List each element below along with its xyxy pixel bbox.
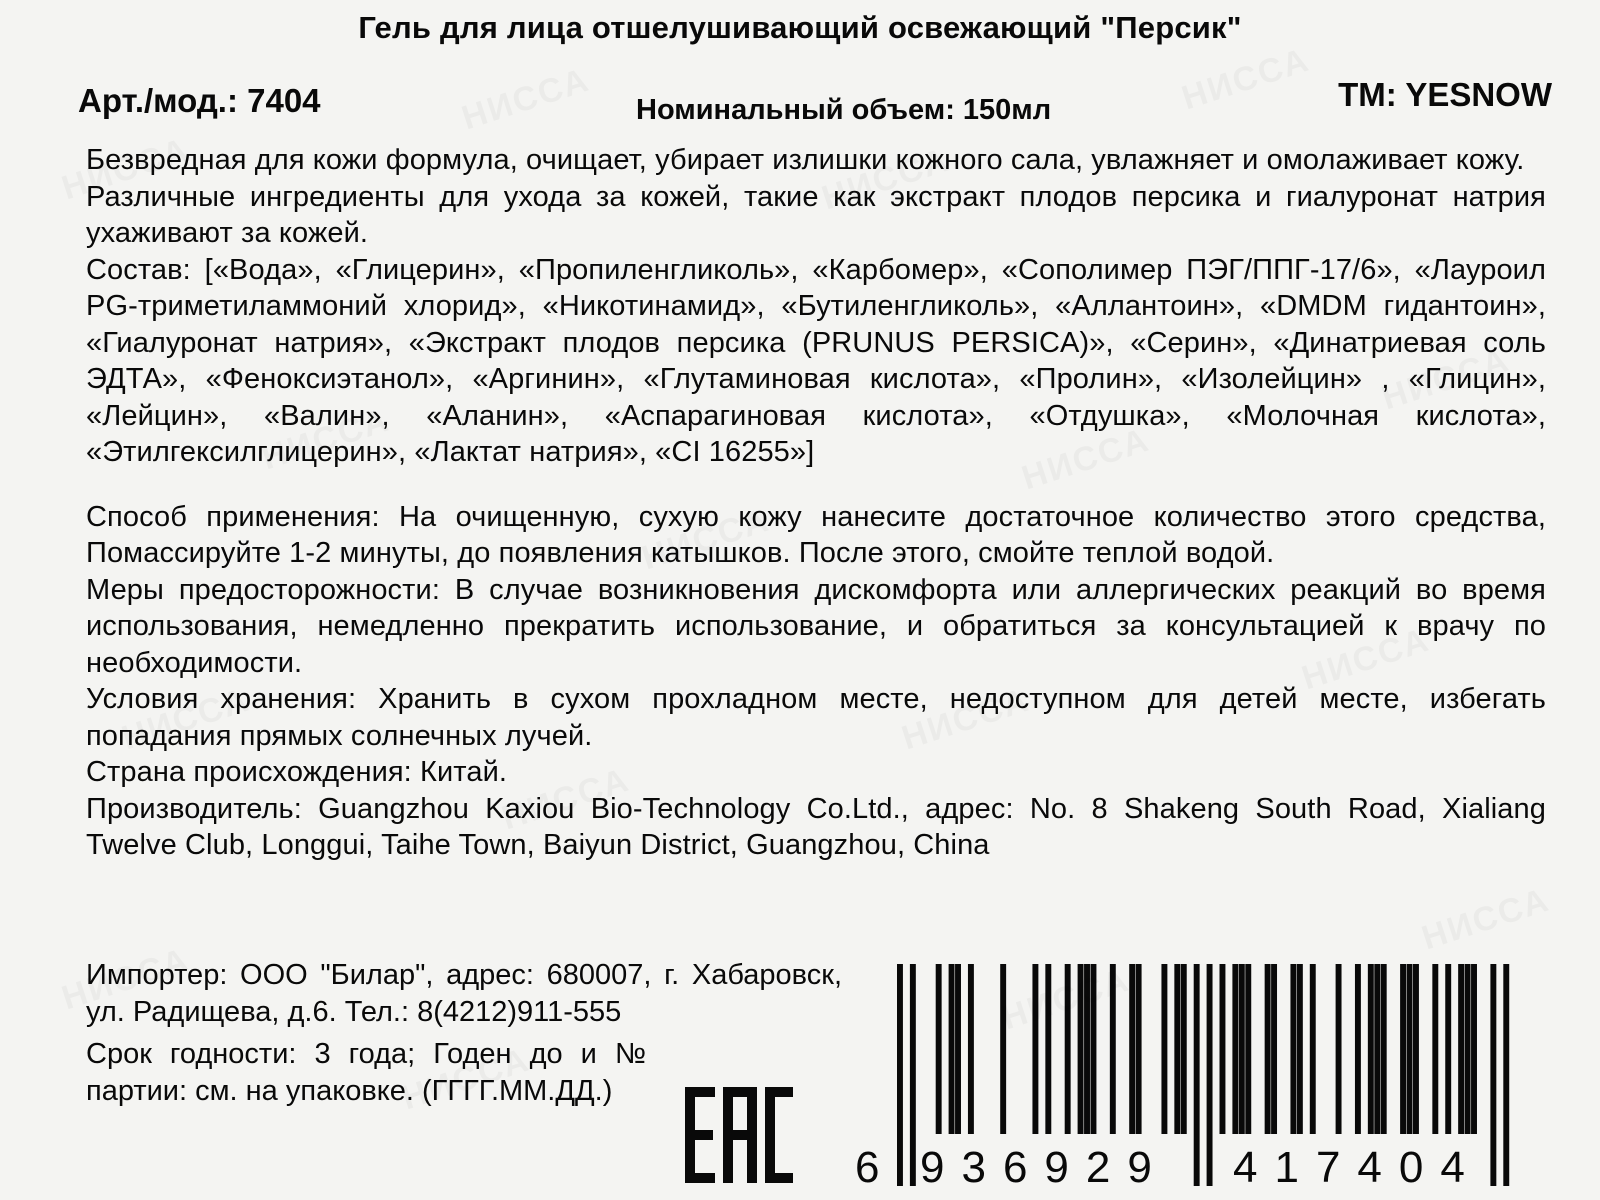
barcode-bar [1161,964,1167,1134]
label-body [86,142,1546,864]
barcode-graphic [845,960,1545,1190]
watermark-text [457,61,594,139]
barcode-bar [1445,964,1451,1134]
barcode-bar [1368,964,1374,1134]
nominal-volume: Номинальный объем: 150мл [636,94,1052,126]
barcode-bar [1245,964,1251,1134]
ingredients-care-paragraph: Различные ингредиенты для ухода за кожей, такие как экстракт плодов персика и гиалуронат натрия ухаживают за кожей. [86,180,1546,249]
description-paragraph: Безвредная для кожи формула, очищает, убирает излишки кожного сала, увлажняет и омолаживает кожу. [86,144,1525,176]
watermark-text [1417,881,1554,959]
barcode-bar [1413,964,1419,1134]
barcode-bar [1220,964,1226,1134]
usage-paragraph: Способ применения: На очищенную, сухую кожу нанесите достаточное количество этого средства, Помассируйте 1-2 минуты, до появления катышков. После этого, смойте теплой водой. [86,500,1546,569]
ean13-barcode [845,960,1545,1190]
product-title: Гель для лица отшелушивающий освежающий "Персик" [358,10,1242,45]
barcode-bar [1129,964,1135,1134]
barcode-bar [936,964,942,1134]
precautions-paragraph: Меры предосторожности: В случае возникновения дискомфорта или аллергических реакций во время использования, немедленно прекратить использование, и обратиться за консультацией к врачу по необходимости. [86,573,1546,679]
barcode-bar [1458,964,1464,1134]
barcode-bar [1174,964,1180,1134]
barcode-bar [1336,964,1342,1134]
barcode-bar [1091,964,1097,1134]
trademark: TM: YESNOW [1338,76,1552,113]
barcode-bar [1432,964,1438,1134]
barcode-bar [1290,964,1296,1134]
barcode-bar [1465,964,1471,1134]
barcode-bar [1136,964,1142,1134]
barcode-bar [1000,964,1006,1134]
composition-paragraph: Состав: [«Вода», «Глицерин», «Пропиленгликоль», «Карбомер», «Сополимер ПЭГ/ППГ-17/6», «Лауроил PG-триметиламмоний хлорид», «Никотинамид», «Бутиленгликоль», «Аллантоин», «DMDM гидантоин», «Гиалуронат натрия», «Экстракт плодов персика (PRUNUS PERSICA)», «Серин», «Динатриевая соль ЭДТА», «Феноксиэтанол», «Аргинин», «Глутаминовая кислота», «Пролин», «Изолейцин» , «Глицин», «Лейцин», «Валин», «Аланин», «Аспарагиновая кислота», «Отдушка», «Молочная кислота», «Этилгексилглицерин», «Лактат натрия», «CI 16255»] [86,253,1546,468]
shelf-life-paragraph: Срок годности: 3 года; Годен до и № партии: см. на упаковке. (ГГГГ.ММ.ДД.) [86,1038,646,1107]
barcode-bar [910,964,916,1186]
barcode-bar [1110,964,1116,1134]
storage-paragraph: Условия хранения: Хранить в сухом прохладном месте, недоступном для детей месте, избегать попадания прямых солнечных лучей. [86,683,1546,752]
barcode-bar [1078,964,1084,1134]
barcode-bar [1297,964,1303,1134]
barcode-bar [1271,964,1277,1134]
barcode-bar [1355,964,1361,1134]
eac-mark-icon [683,1085,795,1185]
barcode-bar [1181,964,1187,1134]
barcode-left-group: 936929 [920,1143,1169,1190]
barcode-bar [1232,964,1238,1134]
article-number: Арт./мод.: 7404 [78,82,321,119]
barcode-bar [1194,964,1200,1186]
barcode-bar [1065,964,1071,1134]
barcode-bar [1490,964,1496,1186]
barcode-bar [1310,964,1316,1134]
watermark-text [1177,41,1314,119]
barcode-bar [968,964,974,1134]
barcode-bar [897,964,903,1186]
barcode-bar [1239,964,1245,1134]
barcode-bar [1471,964,1477,1134]
barcode-bar [1207,964,1213,1186]
barcode-bar [1374,964,1380,1134]
barcode-bar [1084,964,1090,1134]
barcode-bar [1265,964,1271,1134]
barcode-bar [1032,964,1038,1134]
barcode-bar [1045,964,1051,1134]
barcode-right-group: 417404 [1233,1143,1482,1190]
barcode-bar [955,964,961,1134]
barcode-bar [1381,964,1387,1134]
barcode-first-digit: 6 [855,1143,880,1190]
manufacturer-paragraph: Производитель: Guangzhou Kaxiou Bio-Technology Co.Ltd., адрес: No. 8 Shakeng South Road, Xialiang Twelve Club, Longgui, Taihe Town, Baiyun District, Guangzhou, China [86,792,1546,861]
barcode-bar [1400,964,1406,1134]
barcode-bar [1503,964,1509,1186]
origin-paragraph: Страна происхождения: Китай. [86,756,508,788]
barcode-bar [1407,964,1413,1134]
barcode-bar [949,964,955,1134]
importer-paragraph: Импортер: ООО "Билар", адрес: 680007, г. Хабаровск, ул. Радищева, д.6. Тел.: 8(4212)911-555 [86,959,842,1028]
